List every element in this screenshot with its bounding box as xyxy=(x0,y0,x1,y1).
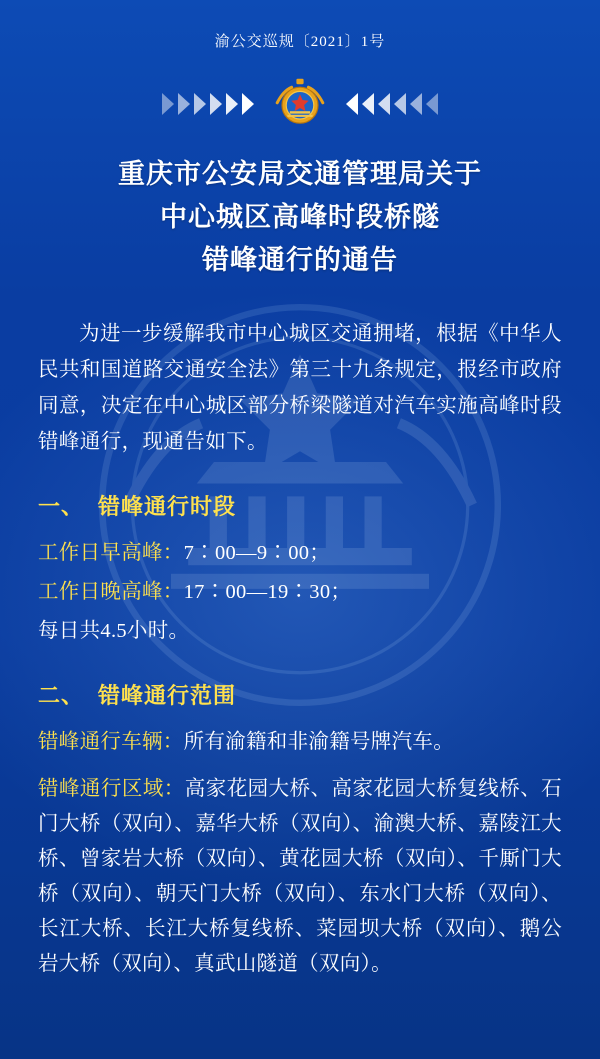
police-emblem-icon xyxy=(270,74,330,134)
value-morning-peak: 7∶00—9∶00； xyxy=(183,542,331,564)
section-2-line-1 xyxy=(38,725,562,760)
label-evening-peak: 工作日晚高峰： xyxy=(38,581,184,603)
chevron-left-icon xyxy=(378,93,390,115)
chevron-left-icon xyxy=(362,93,374,115)
label-morning-peak: 工作日早高峰： xyxy=(38,542,184,564)
emblem-decoration-row xyxy=(38,73,562,135)
label-vehicles: 错峰通行车辆： xyxy=(38,731,184,753)
chevrons-left-group xyxy=(346,93,438,115)
section-1-line-2 xyxy=(38,575,562,610)
title-line-1: 重庆市公安局交通管理局关于 xyxy=(118,159,482,189)
section-title-2: 错峰通行范围 xyxy=(98,683,237,708)
chevron-left-icon xyxy=(410,93,422,115)
value-vehicles: 所有渝籍和非渝籍号牌汽车。 xyxy=(183,731,455,753)
section-number-1: 一、 xyxy=(38,494,85,519)
section-title-1: 错峰通行时段 xyxy=(98,494,237,519)
section-1-line-3 xyxy=(38,614,562,649)
document-number: 渝公交巡规〔2021〕1号 xyxy=(214,34,386,50)
section-1-line-1 xyxy=(38,536,562,571)
value-evening-peak: 17∶00—19∶30； xyxy=(183,581,352,603)
title-line-2: 中心城区高峰时段桥隧 xyxy=(160,202,440,232)
chevron-right-icon xyxy=(178,93,190,115)
value-daily-total: 每日共4.5小时。 xyxy=(38,620,190,642)
section-heading-2 xyxy=(38,679,562,713)
section-2-line-2 xyxy=(38,772,562,982)
value-areas: 高家花园大桥、高家花园大桥复线桥、石门大桥（双向）、嘉华大桥（双向）、渝澳大桥、嘉陵江大桥、曾家岩大桥（双向）、黄花园大桥（双向）、千厮门大桥（双向）、朝天门大桥（双向）、东水门大桥（双向）、长江大桥、长江大桥复线桥、菜园坝大桥（双向）、鹅公岩大桥（双向）、真武山隧道（双向）。 xyxy=(38,778,562,975)
chevron-left-icon xyxy=(394,93,406,115)
chevron-right-icon xyxy=(194,93,206,115)
chevrons-right-group xyxy=(162,93,254,115)
preamble-paragraph: 为进一步缓解我市中心城区交通拥堵，根据《中华人民共和国道路交通安全法》第三十九条规定，报经市政府同意，决定在中心城区部分桥梁隧道对汽车实施高峰时段错峰通行，现通告如下。 xyxy=(38,323,562,453)
section-number-2: 二、 xyxy=(38,683,85,708)
title-line-3: 错峰通行的通告 xyxy=(202,245,398,275)
section-heading-1 xyxy=(38,490,562,524)
chevron-left-icon xyxy=(426,93,438,115)
label-areas: 错峰通行区域： xyxy=(38,778,185,800)
chevron-left-icon xyxy=(346,93,358,115)
chevron-right-icon xyxy=(242,93,254,115)
chevron-right-icon xyxy=(210,93,222,115)
chevron-right-icon xyxy=(162,93,174,115)
page-title xyxy=(38,153,562,282)
chevron-right-icon xyxy=(226,93,238,115)
